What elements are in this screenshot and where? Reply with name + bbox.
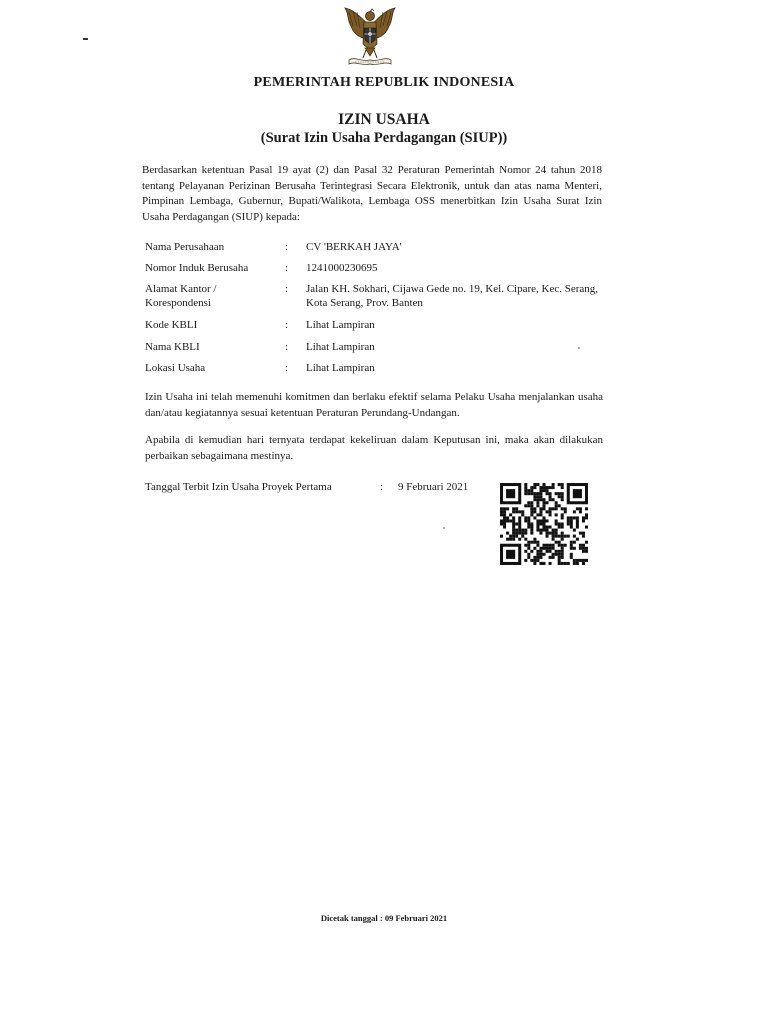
field-label: Nama KBLI	[145, 341, 200, 353]
field-colon: :	[285, 362, 289, 374]
scan-speck	[578, 347, 580, 349]
issue-date-colon: :	[380, 481, 384, 493]
field-label: Kode KBLI	[145, 319, 198, 331]
stray-mark	[83, 38, 88, 40]
field-label: Alamat Kantor / Korespondensi	[145, 283, 217, 309]
garuda-emblem-icon	[335, 6, 405, 70]
field-value: Jalan KH. Sokhari, Cijawa Gede no. 19, Kel. Cipare, Kec. Serang, Kota Serang, Prov. Banten	[306, 283, 599, 309]
field-colon: :	[285, 262, 289, 274]
qr-code-icon	[500, 483, 588, 565]
field-label: Nama Perusahaan	[145, 241, 225, 253]
field-label: Nomor Induk Berusaha	[145, 262, 249, 274]
intro-paragraph: Berdasarkan ketentuan Pasal 19 ayat (2) dan Pasal 32 Peraturan Pemerintah Nomor 24 tahun 2018 tentang Pelayanan Perizinan Berusaha Terintegrasi Secara Elektronik, untuk dan atas nama Menteri, Pimpinan Lembaga, Gubernur, Bupati/Walikota, Lembaga OSS menerbitkan Izin Usaha Surat Izin Usaha Perdagangan (SIUP) kepada:	[142, 164, 602, 223]
field-colon: :	[285, 341, 289, 353]
issue-date-value: 9 Februari 2021	[398, 481, 469, 493]
field-value: Lihat Lampiran	[306, 362, 375, 374]
document-subtitle: (Surat Izin Usaha Perdagangan (SIUP))	[260, 130, 508, 146]
validity-paragraph: Izin Usaha ini telah memenuhi komitmen dan berlaku efektif selama Pelaku Usaha menjalankan usaha dan/atau kegiatannya sesuai ketentuan Peraturan Perundang-Undangan.	[145, 391, 603, 419]
field-value: Lihat Lampiran	[306, 341, 375, 353]
field-value: 1241000230695	[306, 262, 378, 274]
field-value: Lihat Lampiran	[306, 319, 375, 331]
field-colon: :	[285, 241, 289, 253]
scan-speck	[443, 527, 445, 529]
correction-paragraph: Apabila di kemudian hari ternyata terdapat kekeliruan dalam Keputusan ini, maka akan dilakukan perbaikan sebagaimana mestinya.	[145, 434, 603, 462]
document-title: IZIN USAHA	[338, 111, 430, 128]
field-colon: :	[285, 283, 289, 295]
field-value: CV 'BERKAH JAYA'	[306, 241, 402, 253]
issue-date-label: Tanggal Terbit Izin Usaha Proyek Pertama	[145, 481, 332, 493]
field-colon: :	[285, 319, 289, 331]
field-label: Lokasi Usaha	[145, 362, 206, 374]
government-heading: PEMERINTAH REPUBLIK INDONESIA	[253, 75, 515, 90]
printed-date: Dicetak tanggal : 09 Februari 2021	[320, 913, 448, 923]
